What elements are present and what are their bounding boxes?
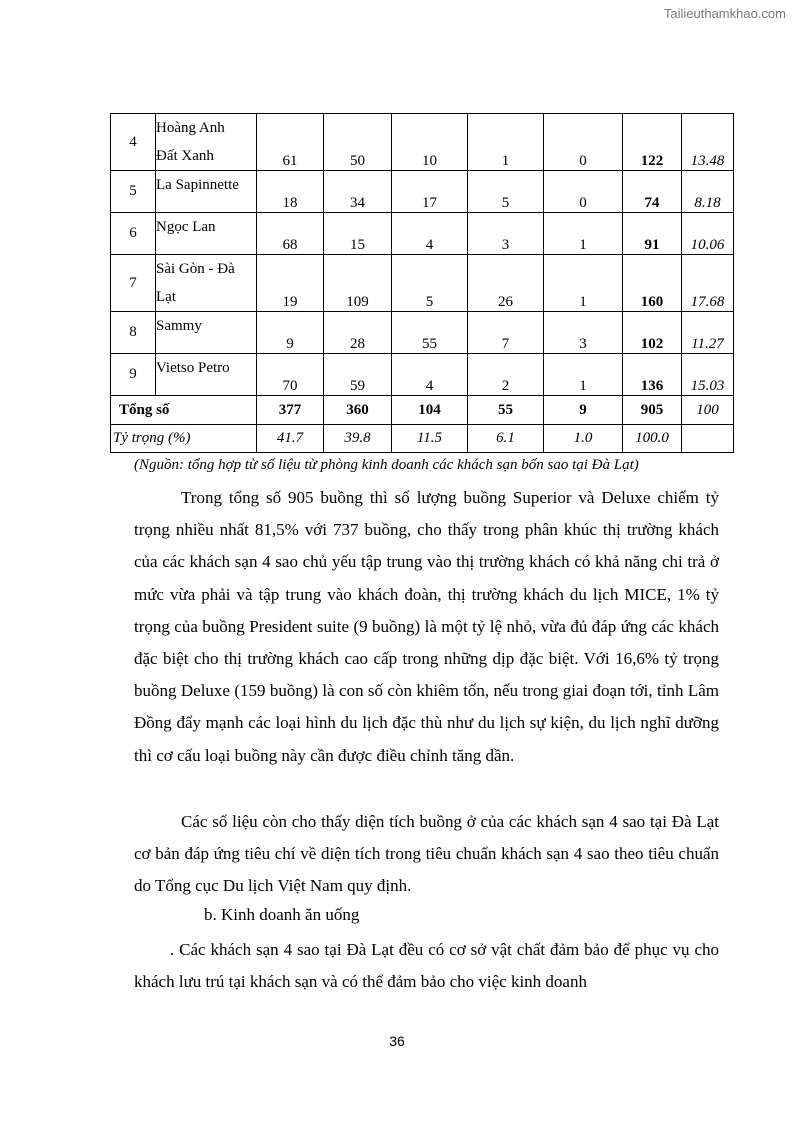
share-cell: 8.18 <box>682 171 734 213</box>
deluxe-cell: 28 <box>324 312 392 354</box>
executive-cell: 3 <box>468 213 544 255</box>
page-number: 36 <box>389 1033 405 1049</box>
table-row <box>111 255 734 312</box>
hotel-name-line: Lạt <box>156 289 176 305</box>
share-cell: 11.27 <box>682 312 734 354</box>
paragraph <box>134 934 719 998</box>
executive-cell: 1 <box>468 114 544 171</box>
total-cell: 122 <box>623 114 682 171</box>
total-cell: 91 <box>623 213 682 255</box>
executive-cell: 26 <box>468 255 544 312</box>
paragraph-text: Trong tổng số 905 buồng thì số lượng buồng Superior và Deluxe chiếm tỷ trọng nhiều nhất 81,5% với 737 buồng, cho thấy trong phân khúc thị trường khách của các khách sạn 4 sao chủ yếu tập trung vào thị trường khách có khả năng chi trả ở mức vừa phải và tập trung vào khách đoàn, thị trường khách du lịch MICE, 1% tỷ trọng của buồng President suite (9 buồng) là một tỷ lệ nhỏ, vừa đủ đáp ứng các khách đặc biệt cho thị trường khách cao cấp trong những dịp đặc biệt. Với 16,6% tỷ trọng buồng Deluxe (159 buồng) là con số còn khiêm tốn, nếu trong giai đoạn tới, tỉnh Lâm Đồng đẩy mạnh các loại hình du lịch đặc thù như du lịch sự kiện, du lịch nghĩ dưỡng thì cơ cấu loại buồng này cần được điều chỉnh tăng dần. <box>134 488 719 765</box>
superior-cell: 19 <box>257 255 324 312</box>
hotel-name <box>156 114 257 171</box>
paragraph-text: Các số liệu còn cho thấy diện tích buồng ở của các khách sạn 4 sao tại Đà Lạt cơ bản đáp ứng tiêu chí về diện tích trong tiêu chuẩn khách sạn 4 sao theo tiêu chuẩn do Tổng cục Du lịch Việt Nam quy định. <box>134 812 719 896</box>
president-cell: 3 <box>544 312 623 354</box>
share-cell: 10.06 <box>682 213 734 255</box>
total-row <box>111 396 734 425</box>
president-cell: 1.0 <box>544 425 623 453</box>
superior-cell: 70 <box>257 354 324 396</box>
paragraph-text: . Các khách sạn 4 sao tại Đà Lạt đều có cơ sở vật chất đảm bảo để phục vụ cho khách lưu trú tại khách sạn và có thể đảm bảo cho việc kinh doanh <box>134 940 719 992</box>
deluxe-cell: 360 <box>324 396 392 425</box>
suite-cell: 4 <box>392 213 468 255</box>
suite-cell: 104 <box>392 396 468 425</box>
deluxe-cell: 59 <box>324 354 392 396</box>
row-index: 5 <box>111 171 156 213</box>
row-index: 9 <box>111 354 156 396</box>
total-label: Tổng số <box>111 396 257 425</box>
watermark: Tailieuthamkhao.com <box>663 6 786 21</box>
hotel-name-line: Sài Gòn - Đà <box>156 261 235 277</box>
hotel-name <box>156 255 257 312</box>
hotel-name: La Sapinnette <box>156 171 257 213</box>
share-cell: 17.68 <box>682 255 734 312</box>
total-cell: 905 <box>623 396 682 425</box>
total-cell: 102 <box>623 312 682 354</box>
share-cell: 100 <box>682 396 734 425</box>
total-cell: 160 <box>623 255 682 312</box>
hotel-name-line: Đất Xanh <box>156 148 214 164</box>
section-heading: b. Kinh doanh ăn uống <box>204 905 360 924</box>
executive-cell: 7 <box>468 312 544 354</box>
deluxe-cell: 39.8 <box>324 425 392 453</box>
table-row <box>111 213 734 255</box>
superior-cell: 9 <box>257 312 324 354</box>
table-row <box>111 171 734 213</box>
deluxe-cell: 50 <box>324 114 392 171</box>
hotel-name: Ngọc Lan <box>156 213 257 255</box>
table-row <box>111 354 734 396</box>
source-note: (Nguồn: tổng hợp từ số liệu từ phòng kinh doanh các khách sạn bốn sao tại Đà Lạt) <box>134 457 639 473</box>
room-table <box>110 113 734 453</box>
superior-cell: 41.7 <box>257 425 324 453</box>
table-row <box>111 114 734 171</box>
table-row <box>111 312 734 354</box>
deluxe-cell: 15 <box>324 213 392 255</box>
president-cell: 1 <box>544 354 623 396</box>
suite-cell: 11.5 <box>392 425 468 453</box>
suite-cell: 10 <box>392 114 468 171</box>
superior-cell: 18 <box>257 171 324 213</box>
executive-cell: 55 <box>468 396 544 425</box>
hotel-name: Vietso Petro <box>156 354 257 396</box>
executive-cell: 2 <box>468 354 544 396</box>
suite-cell: 4 <box>392 354 468 396</box>
executive-cell: 5 <box>468 171 544 213</box>
share-cell: 13.48 <box>682 114 734 171</box>
suite-cell: 55 <box>392 312 468 354</box>
row-index: 8 <box>111 312 156 354</box>
total-cell: 100.0 <box>623 425 682 453</box>
row-index: 4 <box>111 114 156 171</box>
superior-cell: 377 <box>257 396 324 425</box>
row-index: 7 <box>111 255 156 312</box>
suite-cell: 17 <box>392 171 468 213</box>
superior-cell: 61 <box>257 114 324 171</box>
deluxe-cell: 34 <box>324 171 392 213</box>
president-cell: 1 <box>544 213 623 255</box>
row-index: 6 <box>111 213 156 255</box>
suite-cell: 5 <box>392 255 468 312</box>
deluxe-cell: 109 <box>324 255 392 312</box>
executive-cell: 6.1 <box>468 425 544 453</box>
total-cell: 74 <box>623 171 682 213</box>
president-cell: 0 <box>544 171 623 213</box>
share-row <box>111 425 734 453</box>
paragraph <box>134 482 719 772</box>
hotel-name-line: Hoàng Anh <box>156 120 225 136</box>
share-label: Tỷ trọng (%) <box>111 425 257 453</box>
share-cell <box>682 425 734 453</box>
president-cell: 0 <box>544 114 623 171</box>
president-cell: 1 <box>544 255 623 312</box>
share-cell: 15.03 <box>682 354 734 396</box>
total-cell: 136 <box>623 354 682 396</box>
president-cell: 9 <box>544 396 623 425</box>
hotel-name: Sammy <box>156 312 257 354</box>
superior-cell: 68 <box>257 213 324 255</box>
paragraph <box>134 806 719 903</box>
